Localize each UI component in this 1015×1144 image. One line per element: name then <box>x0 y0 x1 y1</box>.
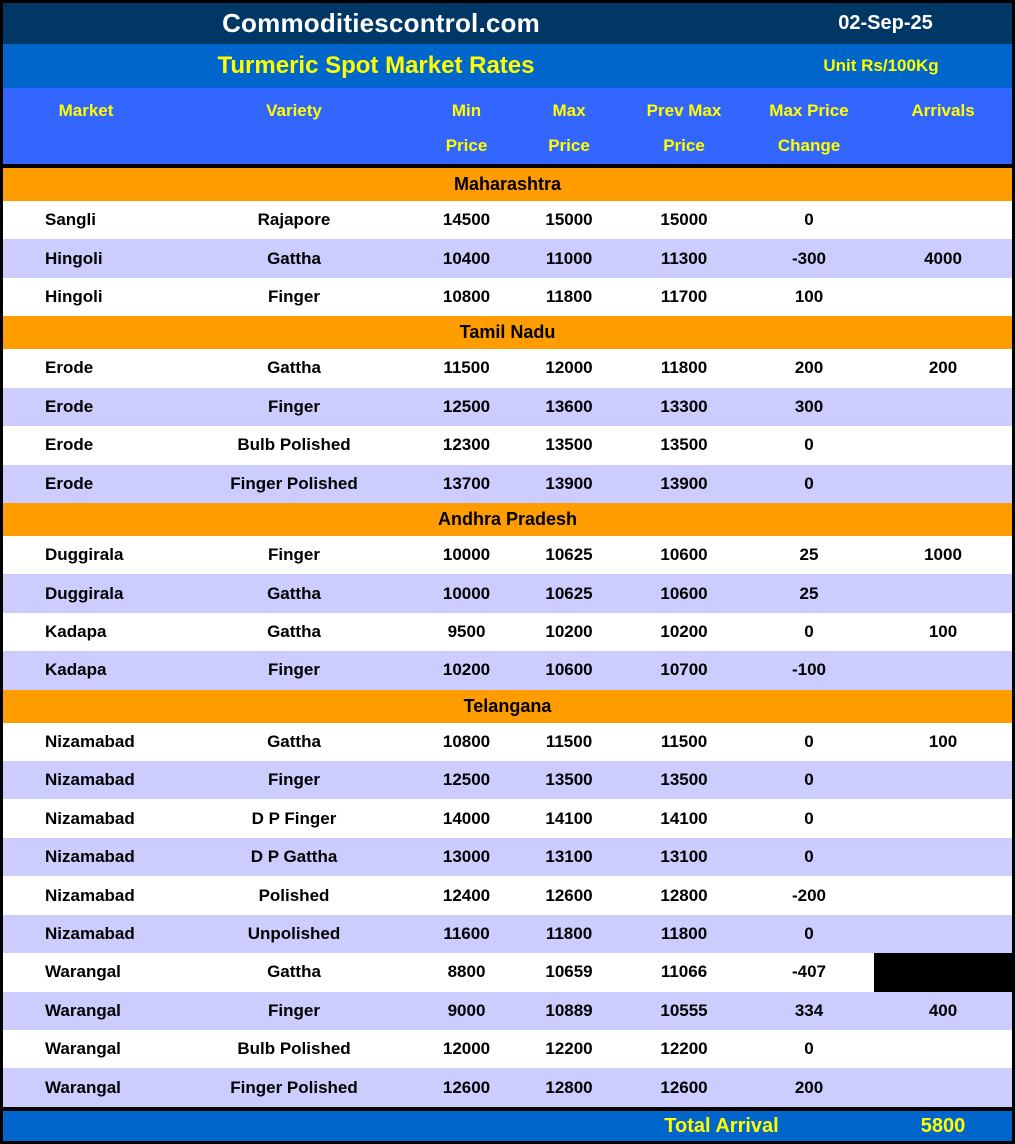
table-row <box>3 574 1012 612</box>
cell-change: 0 <box>804 923 814 943</box>
cell-max: 12600 <box>545 885 593 905</box>
cell-prev_max: 11066 <box>660 962 708 982</box>
column-header-line1: Variety <box>266 101 322 120</box>
column-header-row <box>3 88 1012 164</box>
cell-min: 12300 <box>442 435 491 455</box>
cell-market: Nizamabad <box>45 770 135 790</box>
cell-variety: Gattha <box>267 248 321 268</box>
cell-market: Nizamabad <box>45 808 135 828</box>
table-row <box>3 876 1012 914</box>
cell-max: 13500 <box>545 770 593 790</box>
cell-variety: Finger <box>268 545 320 565</box>
cell-market: Kadapa <box>45 660 107 680</box>
cell-arrivals <box>874 838 1012 876</box>
column-header-line1: Max Price <box>769 101 849 120</box>
cell-market: Warangal <box>45 1039 121 1059</box>
cell-variety: D P Finger <box>251 808 337 828</box>
cell-min: 9000 <box>447 1000 486 1020</box>
cell-market: Warangal <box>45 962 121 982</box>
cell-market: Duggirala <box>45 545 124 565</box>
cell-max: 14100 <box>545 808 593 828</box>
cell-prev_max: 13300 <box>660 396 708 416</box>
cell-market: Sangli <box>45 210 97 230</box>
cell-change: -200 <box>791 885 827 905</box>
cell-prev_max: 12600 <box>660 1077 708 1097</box>
column-header-variety <box>169 88 419 164</box>
cell-variety: Finger Polished <box>230 1077 358 1097</box>
cell-max: 11800 <box>545 923 593 943</box>
cell-prev_max: 11800 <box>660 358 708 378</box>
cell-max: 13600 <box>545 396 593 416</box>
table-row <box>3 761 1012 799</box>
cell-min: 11500 <box>443 358 490 378</box>
table-row <box>3 1068 1012 1106</box>
cell-variety: Polished <box>258 885 330 905</box>
redacted-arrivals-cell <box>874 953 1012 991</box>
column-header-max-price <box>744 88 874 164</box>
cell-max: 11800 <box>545 287 593 307</box>
cell-variety: Gattha <box>267 358 321 378</box>
cell-market: Erode <box>45 435 94 455</box>
cell-arrivals <box>874 201 1012 239</box>
title-bar <box>3 44 1012 88</box>
cell-arrivals <box>874 426 1012 464</box>
cell-min: 13000 <box>442 847 491 867</box>
cell-variety: Gattha <box>267 731 321 751</box>
cell-market: Nizamabad <box>45 731 135 751</box>
cell-min: 12500 <box>442 396 491 416</box>
cell-prev_max: 15000 <box>660 210 708 230</box>
cell-max: 10625 <box>545 583 593 603</box>
cell-max: 10889 <box>545 1000 593 1020</box>
cell-change: -407 <box>791 962 827 982</box>
column-header-prev-max <box>624 88 744 164</box>
cell-arrivals <box>874 278 1012 316</box>
table-row <box>3 349 1012 387</box>
cell-prev_max: 11300 <box>660 248 708 268</box>
column-header-arrivals <box>874 88 1012 164</box>
cell-arrivals <box>874 915 1012 953</box>
cell-arrivals <box>874 1068 1012 1106</box>
cell-change: 200 <box>794 1077 824 1097</box>
report-inner <box>3 3 1012 1141</box>
cell-min: 10200 <box>442 660 491 680</box>
cell-market: Erode <box>45 396 94 416</box>
cell-prev_max: 13900 <box>660 473 708 493</box>
cell-prev_max: 10600 <box>660 583 708 603</box>
cell-max: 11000 <box>545 248 593 268</box>
column-header-line1: Market <box>58 101 114 120</box>
cell-prev_max: 10600 <box>660 545 708 565</box>
table-row <box>3 388 1012 426</box>
column-header-line2: Price <box>663 136 705 155</box>
cell-min: 9500 <box>447 622 486 641</box>
cell-min: 10400 <box>442 248 491 268</box>
table-row <box>3 278 1012 316</box>
cell-min: 12500 <box>442 770 491 790</box>
cell-change: -300 <box>791 248 827 268</box>
column-header-line1: Prev Max <box>646 101 722 120</box>
cell-change: 0 <box>804 808 814 828</box>
cell-min: 11600 <box>443 923 490 943</box>
column-header-market <box>3 88 169 164</box>
page-title: Turmeric Spot Market Rates <box>217 52 535 79</box>
cell-arrivals: 100 <box>928 622 958 641</box>
cell-variety: Finger <box>268 770 320 790</box>
section-header-telangana: Telangana <box>3 690 1012 723</box>
cell-variety: Gattha <box>267 962 321 982</box>
cell-prev_max: 13500 <box>660 435 708 455</box>
table-row <box>3 953 1012 991</box>
cell-change: 0 <box>804 770 814 790</box>
cell-arrivals: 200 <box>928 358 958 378</box>
cell-arrivals <box>874 761 1012 799</box>
cell-variety: Finger <box>268 287 320 307</box>
cell-max: 13900 <box>545 473 593 493</box>
cell-variety: Finger <box>268 396 320 416</box>
cell-min: 10800 <box>442 287 491 307</box>
cell-prev_max: 12200 <box>660 1039 708 1059</box>
site-title: Commoditiescontrol.com <box>222 8 540 38</box>
cell-change: 0 <box>804 473 814 493</box>
unit-label: Unit Rs/100Kg <box>823 56 939 75</box>
cell-market: Kadapa <box>45 622 107 641</box>
cell-change: 300 <box>794 396 824 416</box>
cell-prev_max: 13100 <box>660 847 708 867</box>
header-bar <box>3 3 1012 44</box>
cell-arrivals: 4000 <box>924 248 962 268</box>
table-row <box>3 536 1012 574</box>
cell-arrivals <box>874 876 1012 914</box>
cell-max: 10200 <box>545 622 593 641</box>
cell-variety: Finger <box>268 1000 320 1020</box>
cell-variety: Finger Polished <box>230 473 358 493</box>
cell-prev_max: 11800 <box>660 923 708 943</box>
cell-market: Hingoli <box>45 248 103 268</box>
column-header-max <box>514 88 624 164</box>
footer-bar <box>3 1111 1012 1141</box>
section-header-andhra-pradesh: Andhra Pradesh <box>3 503 1012 536</box>
cell-change: -100 <box>791 660 827 680</box>
cell-change: 25 <box>799 583 819 603</box>
cell-market: Nizamabad <box>45 885 135 905</box>
cell-market: Hingoli <box>45 287 103 307</box>
cell-prev_max: 13500 <box>660 770 708 790</box>
table-row <box>3 465 1012 503</box>
cell-variety: Finger <box>268 660 320 680</box>
cell-min: 13700 <box>442 473 491 493</box>
column-header-line2: Change <box>777 136 841 155</box>
table-row <box>3 915 1012 953</box>
column-header-line2: Price <box>548 136 590 155</box>
cell-variety: Gattha <box>267 583 321 603</box>
cell-market: Nizamabad <box>45 923 135 943</box>
cell-change: 0 <box>804 731 814 751</box>
cell-change: 0 <box>804 1039 814 1059</box>
table-body <box>3 168 1012 1107</box>
cell-max: 10659 <box>545 962 593 982</box>
cell-market: Erode <box>45 473 94 493</box>
cell-change: 200 <box>794 358 824 378</box>
table-row <box>3 651 1012 689</box>
cell-arrivals: 100 <box>928 731 958 751</box>
column-header-min <box>419 88 514 164</box>
cell-variety: D P Gattha <box>250 847 338 867</box>
cell-change: 0 <box>804 622 814 641</box>
column-header-line2: Price <box>445 136 488 155</box>
table-row <box>3 992 1012 1030</box>
table-row <box>3 239 1012 277</box>
table-row <box>3 838 1012 876</box>
table-row <box>3 799 1012 837</box>
cell-max: 12800 <box>545 1077 593 1097</box>
cell-market: Warangal <box>45 1000 121 1020</box>
table-row <box>3 201 1012 239</box>
cell-variety: Unpolished <box>247 923 341 943</box>
cell-min: 12000 <box>442 1039 491 1059</box>
cell-max: 12000 <box>545 358 593 378</box>
cell-arrivals <box>874 388 1012 426</box>
cell-min: 14000 <box>442 808 491 828</box>
cell-change: 0 <box>804 847 814 867</box>
cell-min: 8800 <box>447 962 486 982</box>
cell-market: Nizamabad <box>45 847 135 867</box>
cell-change: 25 <box>799 545 819 565</box>
cell-min: 12600 <box>442 1077 491 1097</box>
cell-variety: Bulb Polished <box>237 1039 351 1059</box>
cell-market: Erode <box>45 358 94 378</box>
cell-arrivals: 400 <box>928 1000 958 1020</box>
cell-prev_max: 10555 <box>660 1000 708 1020</box>
column-header-line1: Max <box>552 101 586 120</box>
cell-max: 12200 <box>545 1039 593 1059</box>
cell-market: Warangal <box>45 1077 121 1097</box>
total-arrival-label: Total Arrival <box>664 1114 779 1137</box>
cell-variety: Gattha <box>267 622 321 641</box>
cell-min: 12400 <box>442 885 491 905</box>
cell-min: 10000 <box>442 545 491 565</box>
column-header-line1: Arrivals <box>911 101 975 120</box>
cell-max: 10625 <box>545 545 593 565</box>
cell-market: Duggirala <box>45 583 124 603</box>
cell-arrivals: 1000 <box>924 545 962 565</box>
cell-prev_max: 11500 <box>660 731 708 751</box>
table-row <box>3 426 1012 464</box>
cell-max: 13500 <box>545 435 593 455</box>
total-arrival-value: 5800 <box>920 1114 966 1137</box>
cell-prev_max: 10200 <box>660 622 708 641</box>
report-date: 02-Sep-25 <box>838 12 933 34</box>
cell-arrivals <box>874 651 1012 689</box>
cell-change: 334 <box>794 1000 824 1020</box>
cell-max: 10600 <box>545 660 593 680</box>
cell-arrivals <box>874 799 1012 837</box>
cell-prev_max: 14100 <box>660 808 708 828</box>
table-row <box>3 723 1012 761</box>
table-row <box>3 1030 1012 1068</box>
cell-change: 100 <box>794 287 824 307</box>
cell-min: 10000 <box>442 583 491 603</box>
cell-change: 0 <box>804 435 814 455</box>
cell-max: 13100 <box>545 847 593 867</box>
cell-prev_max: 12800 <box>660 885 708 905</box>
cell-min: 14500 <box>442 210 491 230</box>
cell-prev_max: 11700 <box>660 287 708 307</box>
cell-max: 11500 <box>545 731 593 751</box>
cell-variety: Rajapore <box>257 210 331 230</box>
table-row <box>3 613 1012 651</box>
column-header-line1: Min <box>451 101 482 120</box>
section-header-tamil-nadu: Tamil Nadu <box>3 316 1012 349</box>
section-header-maharashtra: Maharashtra <box>3 168 1012 201</box>
cell-arrivals <box>874 465 1012 503</box>
cell-arrivals <box>874 574 1012 612</box>
cell-prev_max: 10700 <box>660 660 708 680</box>
cell-max: 15000 <box>545 210 593 230</box>
cell-variety: Bulb Polished <box>237 435 351 455</box>
cell-min: 10800 <box>442 731 491 751</box>
cell-arrivals <box>874 1030 1012 1068</box>
cell-change: 0 <box>804 210 814 230</box>
